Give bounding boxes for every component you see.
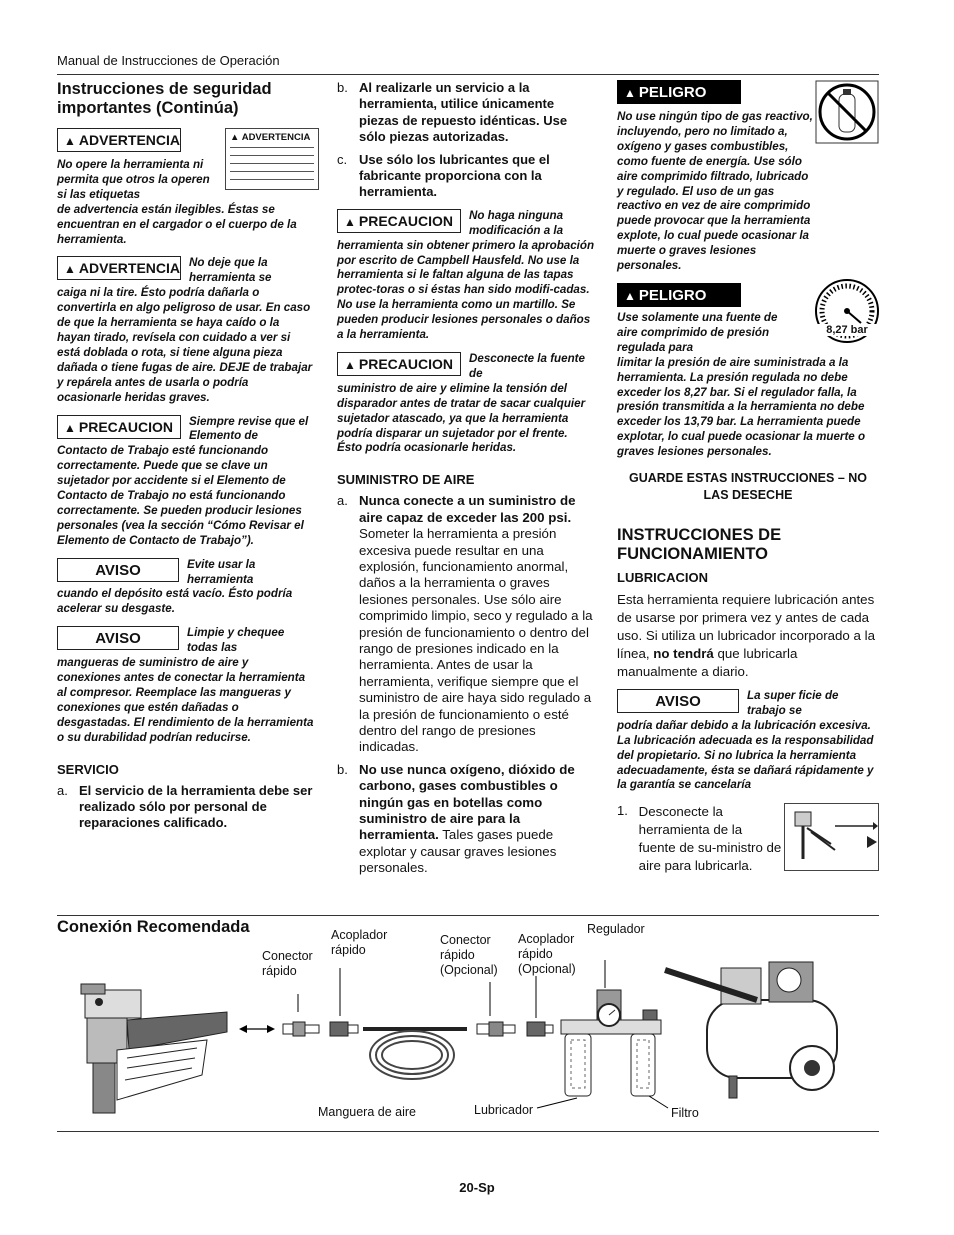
air-compressor-icon	[665, 962, 837, 1098]
header-rule	[57, 74, 879, 75]
notice-block-2: AVISO Limpie y chequee todas las mangueras de suministro de aire y conexiones antes de conectar la herramienta al compresor. Reemplace las mangueras y conexiones que estén dañadas o desgastadas. El rendimiento de la herramienta o su durabilidad podrían reducirse.	[57, 626, 314, 744]
label-conector-opcional: Conector rápido (Opcional)	[440, 933, 498, 977]
optional-coupler-icon	[527, 1022, 553, 1036]
warning-triangle-icon: ▲	[64, 262, 76, 277]
advertencia-badge: ▲ ADVERTENCIA	[57, 128, 181, 152]
disconnect-nailer-illustration	[784, 803, 879, 871]
notice-block-1: AVISO Evite usar la herramienta cuando el depósito está vacío. Ésto podría acelerar su desgaste.	[57, 557, 293, 616]
list-item: c. Use sólo los lubricantes que el fabricante proporciona con la herramienta.	[337, 151, 550, 200]
conexion-title: Conexión Recomendada	[57, 918, 250, 936]
quick-connector-icon	[283, 1022, 319, 1036]
caution-block-2: ▲ PRECAUCION No haga ninguna modificación a la herramienta sin obtener primero la aprobación por escrito de Campbell Hausfeld. No use la herramienta si le faltan alguna de las tapas protec-toras o si éstas han sido modifi-cadas. No use la herramienta como un martillo. Se pueden producir lesiones personales o daños a la herramienta.	[337, 208, 595, 342]
funcionamiento-title: INSTRUCCIONES DE FUNCIONAMIENTO	[617, 526, 782, 564]
list-item: a. Nunca conecte a un suministro de aire capaz de exceder las 200 psi. Someter la herramienta a presión excesiva puede resultar en una explosión, funcionamiento anormal, daños a la herramienta o graves lesiones personales. Use sólo aire comprimido limpio, seco y regulado a la presión de funcionamiento o dentro del rango de presiones indicado en la herramienta. Antes de usar la herramienta, verifique siempre que el suministro de aire haya sido regulado a la presión de funcionamiento o esté dentro del rango de presiones indicadas.	[337, 493, 593, 755]
warning-block-1: ▲ ADVERTENCIA No opere la herramienta ni permita que otros la operen si las etiquetas ▲ ADVERTENCIA de advertencia están ilegibles. Éstas se encuentran en el cargador o el cuerpo de la herramienta.	[57, 128, 314, 247]
column-3	[617, 80, 879, 875]
warning-triangle-icon: ▲	[624, 288, 636, 303]
caution-block-1: ▲ PRECAUCION Siempre revise que el Elemento de Contacto de Trabajo esté funcionando correctamente. Puede que se clave un sujetador por accidente si el Elemento de Contacto de Trabajo no está funcionando correctamente. Se pueden producir lesiones personales (vea la sección “Cómo Revisar el Elemento de Contacto de Trabajo”).	[57, 414, 309, 547]
warning-triangle-icon: ▲	[64, 134, 76, 148]
advertencia-badge: ▲ ADVERTENCIA	[57, 256, 181, 280]
aviso-badge: AVISO	[617, 689, 739, 713]
nailer-illustration	[81, 984, 227, 1113]
peligro-badge: ▲ PELIGRO	[617, 283, 741, 307]
warning-block-2: ▲ ADVERTENCIA No deje que la herramienta se caiga ni la tire. Ésto podría dañarla o convertirla en algo peligroso de usar. En caso de que la herramienta se haya caído o la hayan tirado, revísela con cuidado a ver si está doblada o rota, si tiene alguna pieza dañada o tiene fugas de aire. DEJE de trabajar y repárela antes de usarla o podría ocasionarle heridas graves.	[57, 256, 313, 404]
save-instructions: GUARDE ESTAS INSTRUCCIONES – NO LAS DESECHE	[629, 471, 867, 503]
peligro-badge: ▲ PELIGRO	[617, 80, 741, 104]
column-1	[57, 80, 314, 838]
label-filtro: Filtro	[671, 1106, 699, 1120]
warning-triangle-icon: ▲	[64, 420, 76, 435]
step-1: 1. Desconecte la herramienta de la fuente de su-ministro de aire para lubricarla.	[617, 803, 879, 875]
optional-connector-icon	[477, 1022, 515, 1036]
precaucion-badge: ▲ PRECAUCION	[337, 209, 461, 233]
label-lubricador: Lubricador	[474, 1103, 534, 1117]
servicio-heading: SERVICIO	[57, 761, 119, 777]
label-acoplador: Acoplador rápido	[331, 928, 388, 957]
aviso-badge: AVISO	[57, 626, 179, 650]
warning-triangle-icon: ▲	[344, 358, 356, 372]
filter-regulator-lubricator-icon	[537, 990, 668, 1108]
danger-block-1: ▲ PELIGRO No use ningún tipo de gas reactivo, incluyendo, pero no limitado a, oxígeno y gases combustibles, como fuente de energía. Use sólo aire comprimido filtrado, lubricado y regulado. El uso de un gas reactivo en vez de aire comprimido puede provocar que la herramienta explote, lo cual puede ocasionar la muerte o graves lesiones personales.	[617, 80, 879, 274]
lubrication-paragraph: Esta herramienta requiere lubricación antes de usarse por primera vez y antes de cada uso. Si utiliza un lubricador incorporado a la línea, no tendrá que lubricarla manualmente a diario.	[617, 592, 875, 680]
list-item: b. Al realizarle un servicio a la herramienta, utilice únicamente piezas de repuesto idénticas. Use sólo piezas autorizadas.	[337, 80, 568, 145]
label-sample-title: ▲ ADVERTENCIA	[230, 132, 311, 143]
connection-diagram	[57, 940, 879, 1130]
no-gas-cylinder-icon	[815, 80, 879, 144]
label-manguera: Manguera de aire	[318, 1105, 416, 1119]
air-hose-icon	[363, 1029, 467, 1079]
label-regulador: Regulador	[587, 922, 645, 936]
precaucion-badge: ▲ PRECAUCION	[57, 415, 181, 439]
warning-triangle-icon: ▲	[230, 132, 240, 143]
list-item: b. No use nunca oxígeno, dióxido de carbono, gases combustibles o ningún gas en botellas como suministro de aire para la herramienta. Tales gases puede explotar y causar graves lesiones personales.	[337, 761, 575, 876]
running-header: Manual de Instrucciones de Operación	[57, 53, 280, 68]
page-number: 20-Sp	[459, 1180, 495, 1195]
bottom-rule	[57, 1131, 879, 1132]
lubricacion-heading: LUBRICACION	[617, 570, 708, 586]
quick-coupler-icon	[330, 1022, 358, 1036]
section-title: Instrucciones de seguridad importantes (Continúa)	[57, 80, 272, 117]
danger-block-2: ▲ PELIGRO 8,27 bar Use solamente una fuente de aire comprimido de presión regulada para limitar la presión de aire suministrada a la herramienta. La presión regulada no debe exceder los 8,27 bar. Si el regulador falla, la presión transmitida a la herramienta no debe exceder los 13,79 bar. La herramienta puede explotar, lo cual puede ocasionar la muerte o graves lesiones personales.	[617, 283, 879, 460]
list-item: a. El servicio de la herramienta debe ser realizado sólo por personal de reparaciones calificado.	[57, 782, 313, 831]
pressure-gauge-figure	[815, 279, 879, 343]
warning-triangle-icon: ▲	[624, 86, 636, 100]
aviso-badge: AVISO	[57, 558, 179, 582]
warning-label-illustration	[225, 128, 319, 190]
notice-block-3: AVISO La super ficie de trabajo se podría dañar debido a la lubricación excesiva. La lubricación adecuada es la responsabilidad del propietario. Si no lubrica la herramienta adecuadamente, ésta se dañará rápidamente y la garantía se cancelaría	[617, 689, 874, 792]
caution-block-3: ▲ PRECAUCION Desconecte la fuente de suministro de aire y elimine la tensión del disparador antes de tratar de sacar cualquier sujetador atascado, ya que la herramienta podría disparar un sujetador por el frente. Ésto podría ocasionarle heridas.	[337, 352, 586, 455]
section-rule	[57, 915, 879, 916]
suministro-heading: SUMINISTRO DE AIRE	[337, 472, 475, 488]
label-conector: Conector rápido	[262, 949, 313, 978]
warning-triangle-icon: ▲	[344, 214, 356, 229]
label-acoplador-opcional: Acoplador rápido (Opcional)	[518, 932, 576, 976]
column-2	[337, 80, 595, 883]
gauge-label: 8,27 bar	[815, 324, 879, 336]
precaucion-badge: ▲ PRECAUCION	[337, 352, 461, 376]
